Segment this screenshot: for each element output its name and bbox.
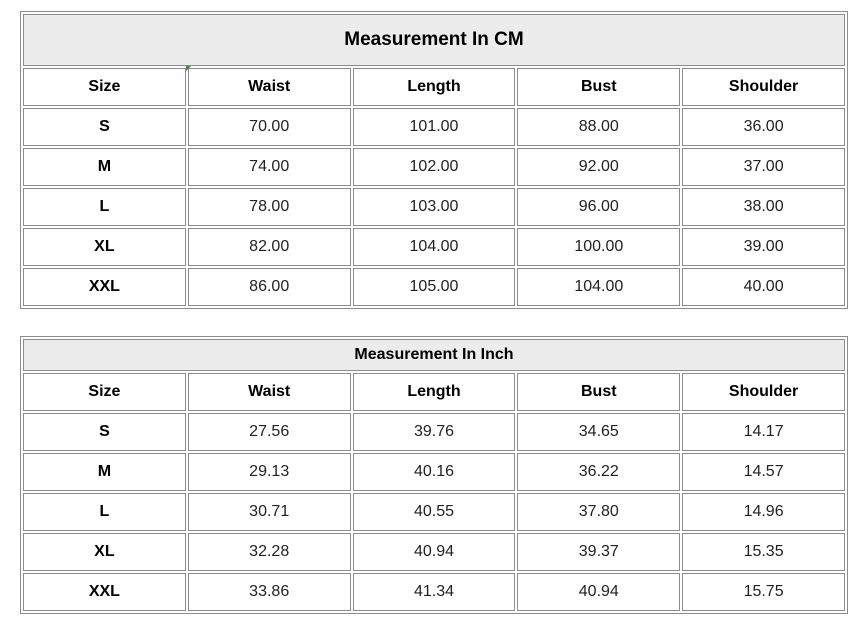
size-table-inch xyxy=(20,336,848,614)
column-header-shoulder: Shoulder xyxy=(682,68,845,106)
table-caption: Measurement In CM xyxy=(23,14,845,66)
size-cell: M xyxy=(23,148,186,186)
column-header-shoulder: Shoulder xyxy=(682,373,845,411)
size-cell: S xyxy=(23,413,186,451)
shoulder-cell: 14.96 xyxy=(682,493,845,531)
waist-cell: 29.13 xyxy=(188,453,351,491)
column-header-waist: Waist xyxy=(188,68,351,106)
table-row xyxy=(23,188,845,226)
size-cell: XXL xyxy=(23,268,186,306)
waist-cell: 78.00 xyxy=(188,188,351,226)
bust-cell: 92.00 xyxy=(517,148,680,186)
size-cell: S xyxy=(23,108,186,146)
caption-row xyxy=(23,14,845,66)
waist-cell: 32.28 xyxy=(188,533,351,571)
length-cell: 105.00 xyxy=(353,268,516,306)
column-header-size: Size xyxy=(23,373,186,411)
shoulder-cell: 39.00 xyxy=(682,228,845,266)
bust-cell: 37.80 xyxy=(517,493,680,531)
length-cell: 103.00 xyxy=(353,188,516,226)
table-row xyxy=(23,573,845,611)
shoulder-cell: 14.57 xyxy=(682,453,845,491)
waist-cell: 33.86 xyxy=(188,573,351,611)
bust-cell: 40.94 xyxy=(517,573,680,611)
table-row xyxy=(23,533,845,571)
shoulder-cell: 15.75 xyxy=(682,573,845,611)
size-cell: L xyxy=(23,493,186,531)
waist-cell: 70.00 xyxy=(188,108,351,146)
table-row xyxy=(23,228,845,266)
table-row xyxy=(23,413,845,451)
cell-corner-marker xyxy=(186,66,191,71)
table-row xyxy=(23,108,845,146)
size-cell: L xyxy=(23,188,186,226)
table-row xyxy=(23,268,845,306)
size-cell: XL xyxy=(23,228,186,266)
bust-cell: 34.65 xyxy=(517,413,680,451)
length-cell: 104.00 xyxy=(353,228,516,266)
waist-cell: 74.00 xyxy=(188,148,351,186)
length-cell: 102.00 xyxy=(353,148,516,186)
column-header-waist: Waist xyxy=(188,373,351,411)
size-cell: XXL xyxy=(23,573,186,611)
shoulder-cell: 40.00 xyxy=(682,268,845,306)
length-cell: 40.55 xyxy=(353,493,516,531)
waist-cell: 27.56 xyxy=(188,413,351,451)
caption-row xyxy=(23,339,845,371)
waist-cell: 30.71 xyxy=(188,493,351,531)
shoulder-cell: 36.00 xyxy=(682,108,845,146)
bust-cell: 36.22 xyxy=(517,453,680,491)
shoulder-cell: 37.00 xyxy=(682,148,845,186)
size-table-cm xyxy=(20,11,848,309)
waist-cell: 86.00 xyxy=(188,268,351,306)
column-header-length: Length xyxy=(353,68,516,106)
table-row xyxy=(23,148,845,186)
waist-cell: 82.00 xyxy=(188,228,351,266)
length-cell: 41.34 xyxy=(353,573,516,611)
header-row xyxy=(23,373,845,411)
table-row xyxy=(23,493,845,531)
column-header-bust: Bust xyxy=(517,68,680,106)
bust-cell: 39.37 xyxy=(517,533,680,571)
table-row xyxy=(23,453,845,491)
length-cell: 101.00 xyxy=(353,108,516,146)
header-row xyxy=(23,68,845,106)
column-header-length: Length xyxy=(353,373,516,411)
column-header-size: Size xyxy=(23,68,186,106)
shoulder-cell: 14.17 xyxy=(682,413,845,451)
length-cell: 39.76 xyxy=(353,413,516,451)
bust-cell: 100.00 xyxy=(517,228,680,266)
size-cell: XL xyxy=(23,533,186,571)
size-cell: M xyxy=(23,453,186,491)
length-cell: 40.94 xyxy=(353,533,516,571)
shoulder-cell: 15.35 xyxy=(682,533,845,571)
bust-cell: 104.00 xyxy=(517,268,680,306)
table-caption: Measurement In Inch xyxy=(23,339,845,371)
bust-cell: 96.00 xyxy=(517,188,680,226)
column-header-bust: Bust xyxy=(517,373,680,411)
bust-cell: 88.00 xyxy=(517,108,680,146)
length-cell: 40.16 xyxy=(353,453,516,491)
shoulder-cell: 38.00 xyxy=(682,188,845,226)
